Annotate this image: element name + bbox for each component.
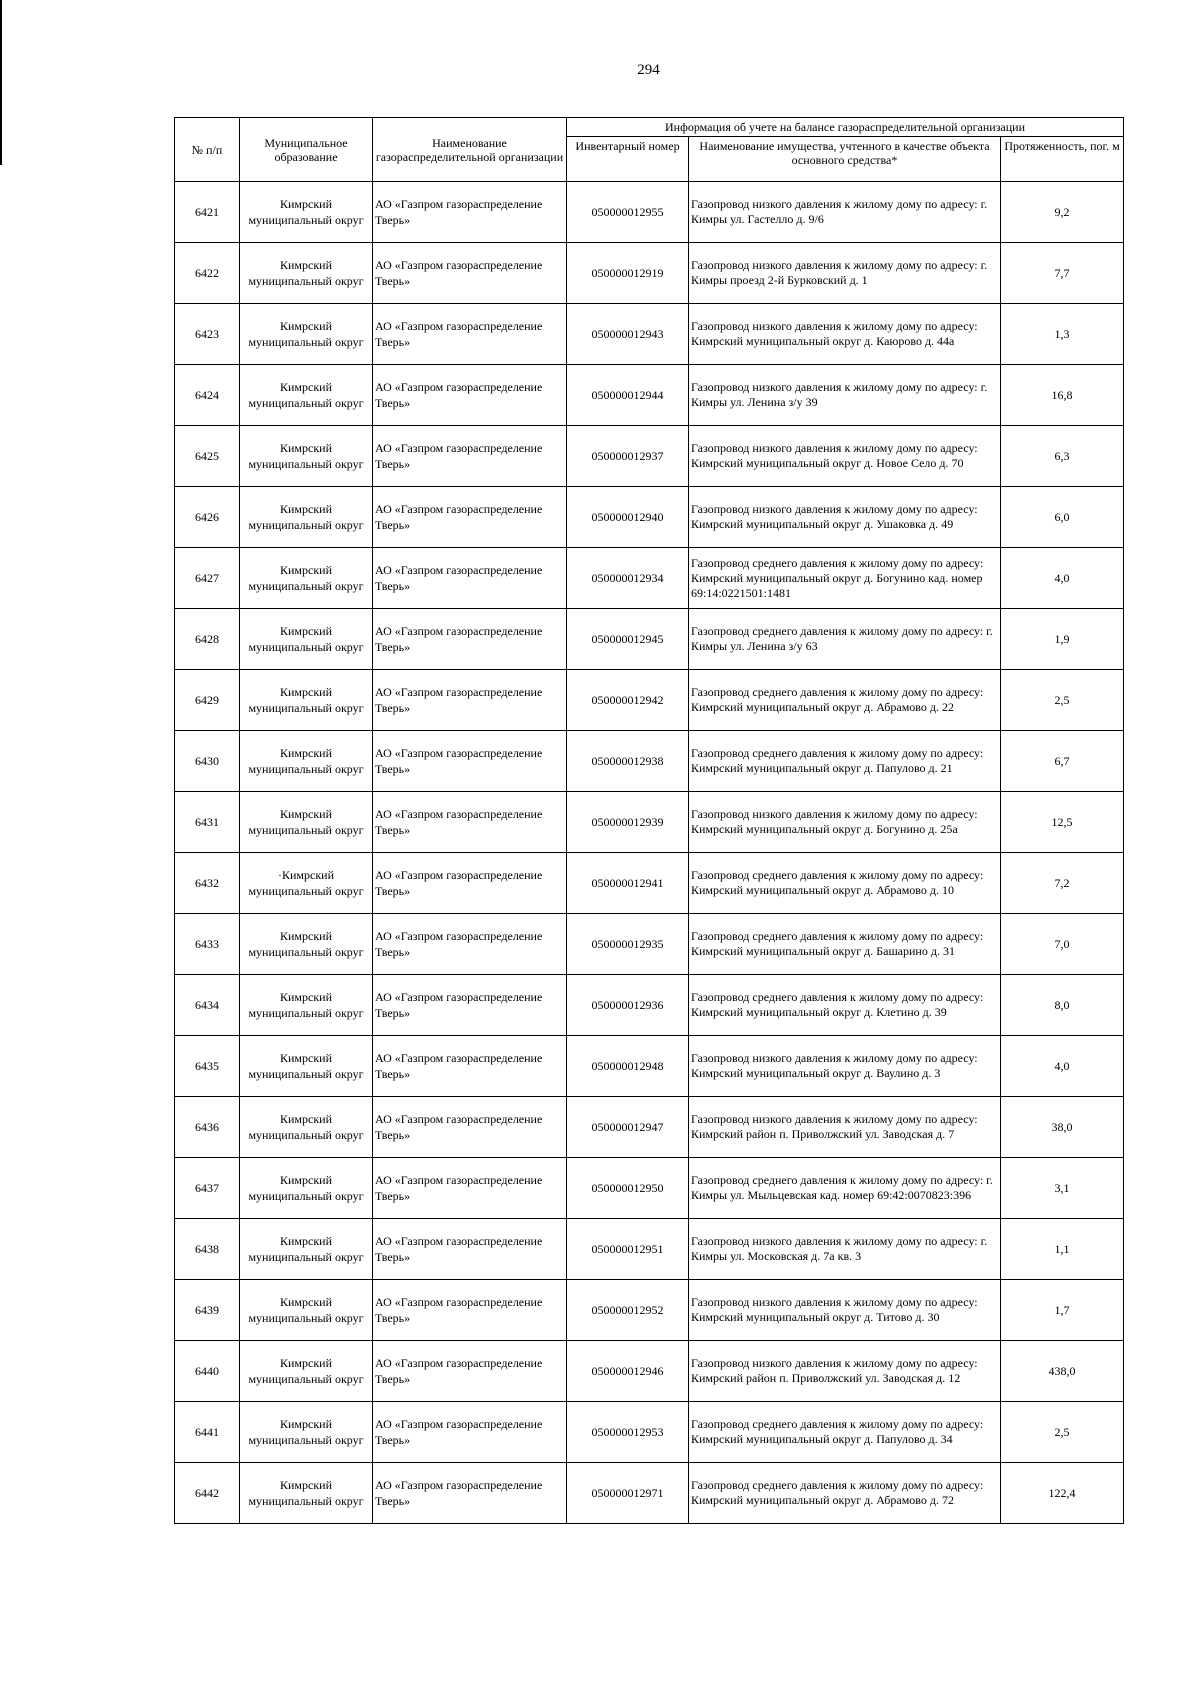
row-property-name: Газопровод низкого давления к жилому дому по адресу: г. Кимры ул. Московская д. 7а кв. 3 bbox=[689, 1219, 1001, 1280]
row-municipality: Кимрский муниципальный округ bbox=[240, 1402, 373, 1463]
row-number: 6436 bbox=[175, 1097, 240, 1158]
row-inventory-number: 050000012919 bbox=[567, 243, 689, 304]
row-organization: АО «Газпром газораспределение Тверь» bbox=[373, 914, 567, 975]
row-length: 122,4 bbox=[1001, 1463, 1124, 1524]
row-inventory-number: 050000012937 bbox=[567, 426, 689, 487]
table-row bbox=[175, 1219, 1124, 1280]
row-municipality: Кимрский муниципальный округ bbox=[240, 1463, 373, 1524]
row-organization: АО «Газпром газораспределение Тверь» bbox=[373, 1280, 567, 1341]
row-number: 6426 bbox=[175, 487, 240, 548]
row-organization: АО «Газпром газораспределение Тверь» bbox=[373, 1463, 567, 1524]
row-number: 6422 bbox=[175, 243, 240, 304]
row-organization: АО «Газпром газораспределение Тверь» bbox=[373, 304, 567, 365]
row-number: 6435 bbox=[175, 1036, 240, 1097]
row-inventory-number: 050000012947 bbox=[567, 1097, 689, 1158]
row-inventory-number: 050000012950 bbox=[567, 1158, 689, 1219]
header-municipality: Муниципальное образование bbox=[240, 118, 373, 182]
row-number: 6439 bbox=[175, 1280, 240, 1341]
row-municipality: Кимрский муниципальный округ bbox=[240, 548, 373, 609]
row-length: 4,0 bbox=[1001, 548, 1124, 609]
row-length: 38,0 bbox=[1001, 1097, 1124, 1158]
row-inventory-number: 050000012944 bbox=[567, 365, 689, 426]
row-inventory-number: 050000012951 bbox=[567, 1219, 689, 1280]
row-organization: АО «Газпром газораспределение Тверь» bbox=[373, 182, 567, 243]
table-row bbox=[175, 304, 1124, 365]
row-property-name: Газопровод низкого давления к жилому дому по адресу: Кимрский муниципальный округ д. Ушаковка д. 49 bbox=[689, 487, 1001, 548]
table-row bbox=[175, 182, 1124, 243]
row-inventory-number: 050000012942 bbox=[567, 670, 689, 731]
row-length: 7,2 bbox=[1001, 853, 1124, 914]
row-inventory-number: 050000012946 bbox=[567, 1341, 689, 1402]
row-inventory-number: 050000012971 bbox=[567, 1463, 689, 1524]
row-inventory-number: 050000012938 bbox=[567, 731, 689, 792]
row-organization: АО «Газпром газораспределение Тверь» bbox=[373, 670, 567, 731]
row-municipality: Кимрский муниципальный округ bbox=[240, 1097, 373, 1158]
row-municipality: Кимрский муниципальный округ bbox=[240, 1280, 373, 1341]
table-row bbox=[175, 792, 1124, 853]
row-property-name: Газопровод низкого давления к жилому дому по адресу: Кимрский район п. Приволжский ул. Заводская д. 7 bbox=[689, 1097, 1001, 1158]
row-length: 1,9 bbox=[1001, 609, 1124, 670]
header-inventory: Инвентарный номер bbox=[567, 137, 689, 182]
row-number: 6431 bbox=[175, 792, 240, 853]
table-row bbox=[175, 853, 1124, 914]
row-property-name: Газопровод среднего давления к жилому дому по адресу: Кимрский муниципальный округ д. Клетино д. 39 bbox=[689, 975, 1001, 1036]
row-municipality: Кимрский муниципальный округ bbox=[240, 792, 373, 853]
row-length: 9,2 bbox=[1001, 182, 1124, 243]
row-property-name: Газопровод низкого давления к жилому дому по адресу: Кимрский муниципальный округ д. Ваулино д. 3 bbox=[689, 1036, 1001, 1097]
row-length: 7,0 bbox=[1001, 914, 1124, 975]
row-number: 6441 bbox=[175, 1402, 240, 1463]
table-row bbox=[175, 426, 1124, 487]
row-municipality: Кимрский муниципальный округ bbox=[240, 365, 373, 426]
row-organization: АО «Газпром газораспределение Тверь» bbox=[373, 426, 567, 487]
row-property-name: Газопровод низкого давления к жилому дому по адресу: г. Кимры проезд 2-й Бурковский д. 1 bbox=[689, 243, 1001, 304]
row-length: 3,1 bbox=[1001, 1158, 1124, 1219]
row-length: 8,0 bbox=[1001, 975, 1124, 1036]
row-length: 2,5 bbox=[1001, 670, 1124, 731]
row-number: 6421 bbox=[175, 182, 240, 243]
row-length: 2,5 bbox=[1001, 1402, 1124, 1463]
table-row bbox=[175, 548, 1124, 609]
row-number: 6442 bbox=[175, 1463, 240, 1524]
table-row bbox=[175, 365, 1124, 426]
table-row bbox=[175, 1341, 1124, 1402]
table-row bbox=[175, 1402, 1124, 1463]
row-number: 6434 bbox=[175, 975, 240, 1036]
row-organization: АО «Газпром газораспределение Тверь» bbox=[373, 1158, 567, 1219]
row-inventory-number: 050000012952 bbox=[567, 1280, 689, 1341]
table-row bbox=[175, 731, 1124, 792]
row-organization: АО «Газпром газораспределение Тверь» bbox=[373, 792, 567, 853]
header-num: № п/п bbox=[175, 118, 240, 182]
row-municipality: Кимрский муниципальный округ bbox=[240, 609, 373, 670]
row-municipality: Кимрский муниципальный округ bbox=[240, 304, 373, 365]
row-number: 6438 bbox=[175, 1219, 240, 1280]
row-inventory-number: 050000012948 bbox=[567, 1036, 689, 1097]
row-organization: АО «Газпром газораспределение Тверь» bbox=[373, 975, 567, 1036]
header-organization: Наименование газораспределительной организации bbox=[373, 118, 567, 182]
row-length: 1,3 bbox=[1001, 304, 1124, 365]
row-organization: АО «Газпром газораспределение Тверь» bbox=[373, 1219, 567, 1280]
row-municipality: ·Кимрский муниципальный округ bbox=[240, 853, 373, 914]
row-number: 6437 bbox=[175, 1158, 240, 1219]
row-municipality: Кимрский муниципальный округ bbox=[240, 487, 373, 548]
row-property-name: Газопровод среднего давления к жилому дому по адресу: Кимрский муниципальный округ д. Абрамово д. 10 bbox=[689, 853, 1001, 914]
row-property-name: Газопровод низкого давления к жилому дому по адресу: г. Кимры ул. Ленина з/у 39 bbox=[689, 365, 1001, 426]
row-length: 6,7 bbox=[1001, 731, 1124, 792]
gas-pipeline-registry-table bbox=[174, 117, 1124, 1524]
row-property-name: Газопровод среднего давления к жилому дому по адресу: Кимрский муниципальный округ д. Башарино д. 31 bbox=[689, 914, 1001, 975]
row-property-name: Газопровод среднего давления к жилому дому по адресу: г. Кимры ул. Мыльцевская кад. номер 69:42:0070823:396 bbox=[689, 1158, 1001, 1219]
row-organization: АО «Газпром газораспределение Тверь» bbox=[373, 853, 567, 914]
table-row bbox=[175, 975, 1124, 1036]
row-inventory-number: 050000012955 bbox=[567, 182, 689, 243]
row-number: 6429 bbox=[175, 670, 240, 731]
row-length: 6,3 bbox=[1001, 426, 1124, 487]
row-municipality: Кимрский муниципальный округ bbox=[240, 1219, 373, 1280]
row-municipality: Кимрский муниципальный округ bbox=[240, 243, 373, 304]
row-property-name: Газопровод среднего давления к жилому дому по адресу: г. Кимры ул. Ленина з/у 63 bbox=[689, 609, 1001, 670]
table-row bbox=[175, 1280, 1124, 1341]
row-property-name: Газопровод среднего давления к жилому дому по адресу: Кимрский муниципальный округ д. Богунино кад. номер 69:14:0221501:1481 bbox=[689, 548, 1001, 609]
row-length: 12,5 bbox=[1001, 792, 1124, 853]
row-municipality: Кимрский муниципальный округ bbox=[240, 731, 373, 792]
row-number: 6424 bbox=[175, 365, 240, 426]
row-property-name: Газопровод низкого давления к жилому дому по адресу: Кимрский муниципальный округ д. Новое Село д. 70 bbox=[689, 426, 1001, 487]
row-length: 7,7 bbox=[1001, 243, 1124, 304]
row-number: 6423 bbox=[175, 304, 240, 365]
row-length: 4,0 bbox=[1001, 1036, 1124, 1097]
row-property-name: Газопровод среднего давления к жилому дому по адресу: Кимрский муниципальный округ д. Абрамово д. 22 bbox=[689, 670, 1001, 731]
row-municipality: Кимрский муниципальный округ bbox=[240, 426, 373, 487]
header-length: Протяженность, пог. м bbox=[1001, 137, 1124, 182]
row-number: 6432 bbox=[175, 853, 240, 914]
row-inventory-number: 050000012936 bbox=[567, 975, 689, 1036]
row-length: 6,0 bbox=[1001, 487, 1124, 548]
table-row bbox=[175, 243, 1124, 304]
row-number: 6425 bbox=[175, 426, 240, 487]
row-organization: АО «Газпром газораспределение Тверь» bbox=[373, 1402, 567, 1463]
row-municipality: Кимрский муниципальный округ bbox=[240, 1036, 373, 1097]
row-inventory-number: 050000012943 bbox=[567, 304, 689, 365]
row-organization: АО «Газпром газораспределение Тверь» bbox=[373, 365, 567, 426]
row-municipality: Кимрский муниципальный округ bbox=[240, 975, 373, 1036]
row-property-name: Газопровод среднего давления к жилому дому по адресу: Кимрский муниципальный округ д. Папулово д. 34 bbox=[689, 1402, 1001, 1463]
row-property-name: Газопровод среднего давления к жилому дому по адресу: Кимрский муниципальный округ д. Абрамово д. 72 bbox=[689, 1463, 1001, 1524]
table-body bbox=[175, 182, 1124, 1524]
table-row bbox=[175, 1158, 1124, 1219]
row-property-name: Газопровод среднего давления к жилому дому по адресу: Кимрский муниципальный округ д. Папулово д. 21 bbox=[689, 731, 1001, 792]
row-length: 438,0 bbox=[1001, 1341, 1124, 1402]
row-property-name: Газопровод низкого давления к жилому дому по адресу: Кимрский район п. Приволжский ул. Заводская д. 12 bbox=[689, 1341, 1001, 1402]
row-property-name: Газопровод низкого давления к жилому дому по адресу: г. Кимры ул. Гастелло д. 9/6 bbox=[689, 182, 1001, 243]
row-organization: АО «Газпром газораспределение Тверь» bbox=[373, 1036, 567, 1097]
row-number: 6433 bbox=[175, 914, 240, 975]
row-length: 16,8 bbox=[1001, 365, 1124, 426]
row-organization: АО «Газпром газораспределение Тверь» bbox=[373, 548, 567, 609]
row-length: 1,1 bbox=[1001, 1219, 1124, 1280]
table-row bbox=[175, 1097, 1124, 1158]
row-inventory-number: 050000012935 bbox=[567, 914, 689, 975]
row-municipality: Кимрский муниципальный округ bbox=[240, 670, 373, 731]
table-row bbox=[175, 1463, 1124, 1524]
row-organization: АО «Газпром газораспределение Тверь» bbox=[373, 731, 567, 792]
row-municipality: Кимрский муниципальный округ bbox=[240, 1341, 373, 1402]
row-number: 6427 bbox=[175, 548, 240, 609]
row-inventory-number: 050000012941 bbox=[567, 853, 689, 914]
header-info-group: Информация об учете на балансе газораспределительной организации bbox=[567, 118, 1124, 137]
row-length: 1,7 bbox=[1001, 1280, 1124, 1341]
row-number: 6430 bbox=[175, 731, 240, 792]
table-row bbox=[175, 1036, 1124, 1097]
table-row bbox=[175, 914, 1124, 975]
header-property-name: Наименование имущества, учтенного в качестве объекта основного средства* bbox=[689, 137, 1001, 182]
row-organization: АО «Газпром газораспределение Тверь» bbox=[373, 609, 567, 670]
row-municipality: Кимрский муниципальный округ bbox=[240, 182, 373, 243]
row-property-name: Газопровод низкого давления к жилому дому по адресу: Кимрский муниципальный округ д. Каюрово д. 44а bbox=[689, 304, 1001, 365]
row-number: 6440 bbox=[175, 1341, 240, 1402]
row-inventory-number: 050000012953 bbox=[567, 1402, 689, 1463]
row-inventory-number: 050000012934 bbox=[567, 548, 689, 609]
table-row bbox=[175, 487, 1124, 548]
table-row bbox=[175, 670, 1124, 731]
row-organization: АО «Газпром газораспределение Тверь» bbox=[373, 243, 567, 304]
row-inventory-number: 050000012945 bbox=[567, 609, 689, 670]
row-organization: АО «Газпром газораспределение Тверь» bbox=[373, 1341, 567, 1402]
row-inventory-number: 050000012940 bbox=[567, 487, 689, 548]
scan-edge-line bbox=[0, 0, 2, 165]
row-organization: АО «Газпром газораспределение Тверь» bbox=[373, 487, 567, 548]
row-number: 6428 bbox=[175, 609, 240, 670]
page-number: 294 bbox=[637, 62, 660, 78]
table-row bbox=[175, 609, 1124, 670]
row-property-name: Газопровод низкого давления к жилому дому по адресу: Кимрский муниципальный округ д. Титово д. 30 bbox=[689, 1280, 1001, 1341]
row-inventory-number: 050000012939 bbox=[567, 792, 689, 853]
row-organization: АО «Газпром газораспределение Тверь» bbox=[373, 1097, 567, 1158]
row-municipality: Кимрский муниципальный округ bbox=[240, 1158, 373, 1219]
row-property-name: Газопровод низкого давления к жилому дому по адресу: Кимрский муниципальный округ д. Богунино д. 25а bbox=[689, 792, 1001, 853]
row-municipality: Кимрский муниципальный округ bbox=[240, 914, 373, 975]
